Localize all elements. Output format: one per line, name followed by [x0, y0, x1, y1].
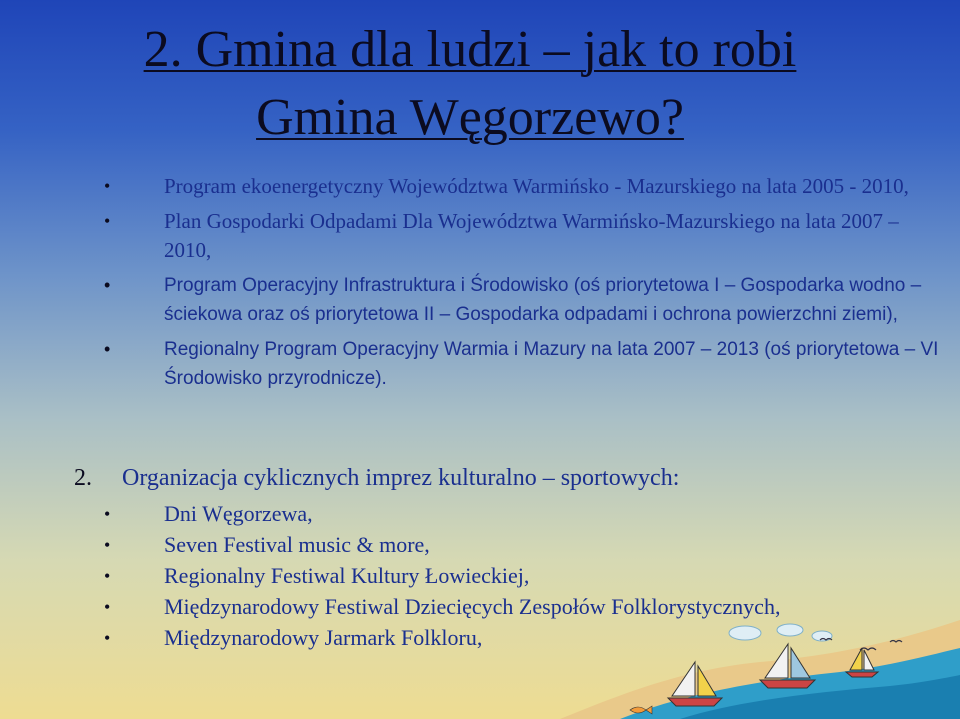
- list-item: • Dni Węgorzewa,: [104, 500, 949, 528]
- events-heading: [74, 462, 949, 494]
- programs-list: [104, 172, 949, 393]
- title-line-1: 2. Gmina dla ludzi – jak to robi: [143, 21, 797, 78]
- clouds: [729, 624, 832, 641]
- beach-sailboats-illustration: [560, 600, 960, 719]
- cloud-icon: [729, 626, 761, 640]
- slide-title: [0, 16, 940, 152]
- list-item: • Program ekoenergetyczny Województwa Warmińsko - Mazurskiego na lata 2005 - 2010,: [104, 172, 949, 201]
- list-item: • Międzynarodowy Jarmark Folkloru,: [104, 624, 949, 652]
- list-item: • Regionalny Festiwal Kultury Łowieckiej,: [104, 562, 949, 590]
- list-item: • Międzynarodowy Festiwal Dziecięcych Zespołów Folklorystycznych,: [104, 593, 949, 621]
- title-line-2: Gmina Węgorzewo?: [256, 89, 684, 146]
- list-item: • Plan Gospodarki Odpadami Dla Województwa Warmińsko-Mazurskiego na lata 2007 – 2010,: [104, 207, 949, 265]
- cloud-icon: [777, 624, 803, 636]
- list-item: • Seven Festival music & more,: [104, 531, 949, 559]
- list-item: • Program Operacyjny Infrastruktura i Środowisko (oś priorytetowa I – Gospodarka wodno – ściekowa oraz oś priorytetowa II – Gospodarka odpadami i ochrona powierzchni ziemi),: [104, 271, 949, 329]
- events-heading-text: Organizacja cyklicznych imprez kulturalno – sportowych:: [122, 465, 680, 491]
- programs-section: [104, 172, 949, 399]
- cloud-icon: [812, 631, 832, 641]
- events-heading-number: 2.: [74, 465, 92, 491]
- list-item: • Regionalny Program Operacyjny Warmia i Mazury na lata 2007 – 2013 (oś priorytetowa – VI Środowisko przyrodnicze).: [104, 335, 949, 393]
